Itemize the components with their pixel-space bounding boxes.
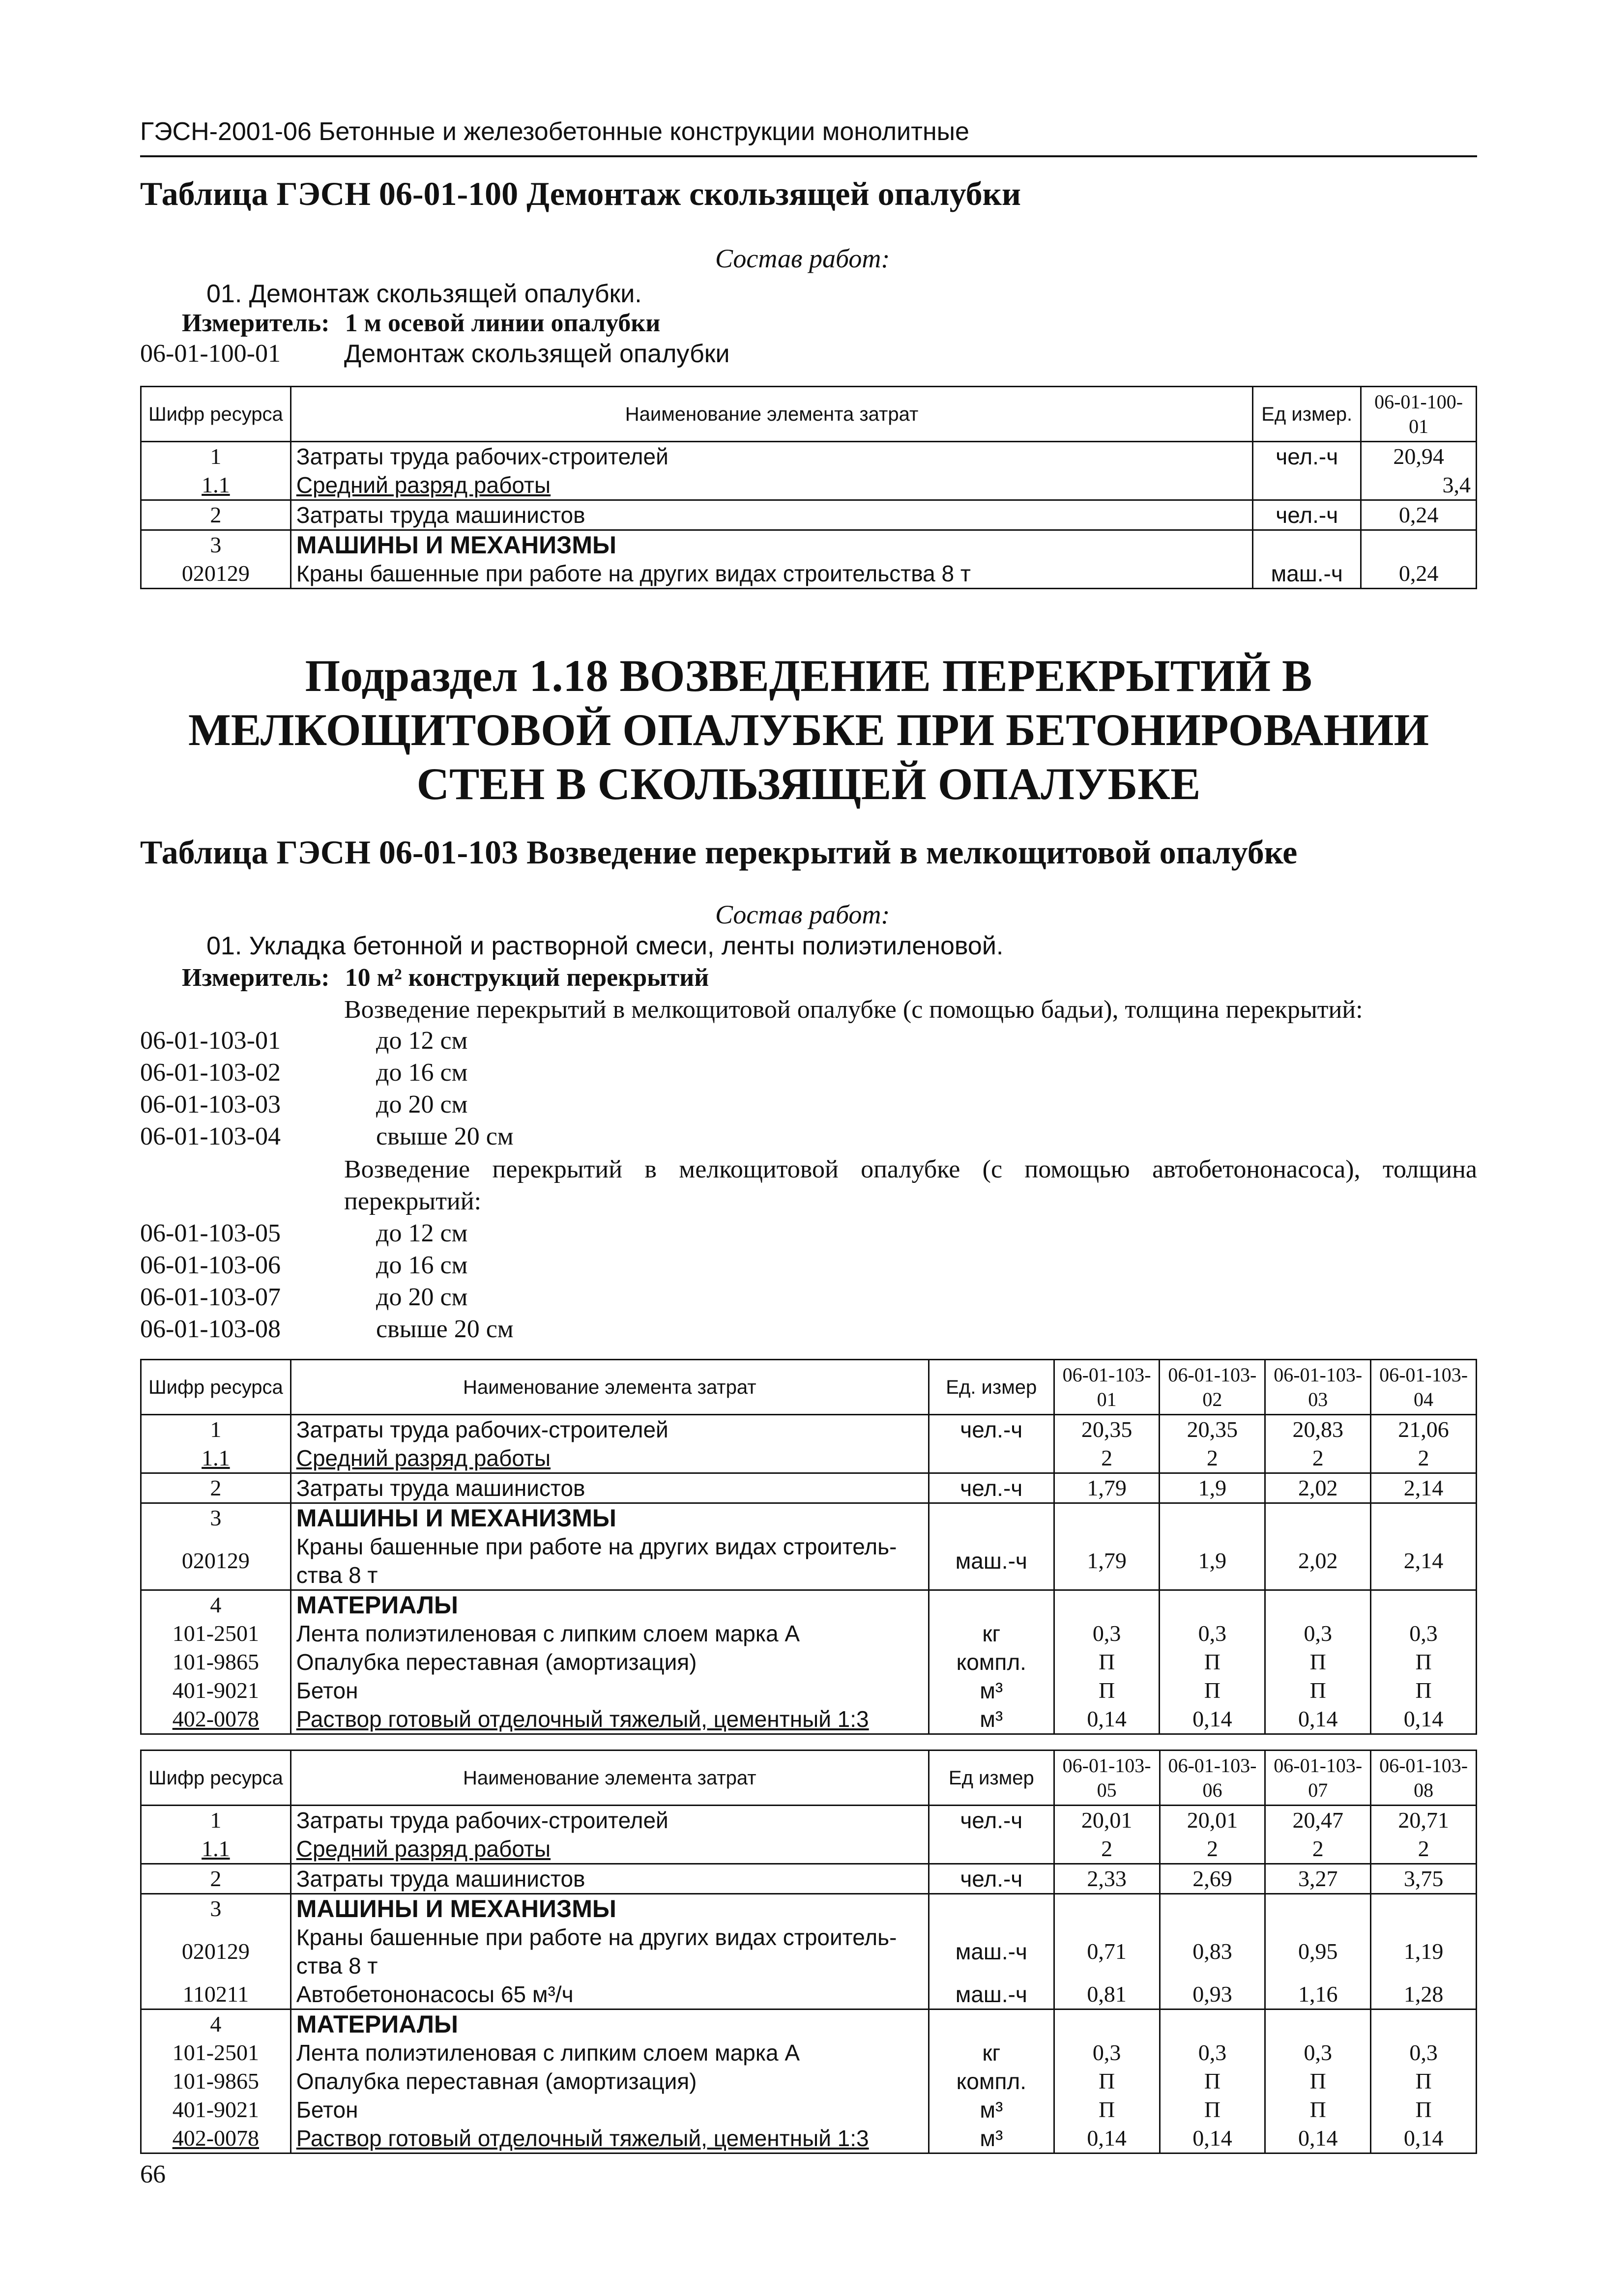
table-row bbox=[141, 1923, 1477, 1980]
norm-code: 06-01-103-07 bbox=[140, 1283, 281, 1311]
cell-value: 1,9 bbox=[1160, 1532, 1265, 1590]
cell-value: 1,16 bbox=[1265, 1980, 1371, 2009]
cell-value: 2 bbox=[1160, 1835, 1265, 1864]
running-header: ГЭСН-2001-06 Бетонные и железобетонные конструкции монолитные bbox=[140, 117, 969, 146]
cell-value bbox=[1265, 1503, 1371, 1533]
cell-unit: м³ bbox=[929, 1676, 1054, 1705]
cell-code: 101-9865 bbox=[141, 1648, 291, 1676]
table-row bbox=[141, 500, 1477, 530]
norm-text: свыше 20 см bbox=[376, 1315, 514, 1343]
table2-title: Таблица ГЭСН 06-01-103 Возведение перекрытий в мелкощитовой опалубке bbox=[140, 833, 1298, 871]
cell-value: П bbox=[1054, 2095, 1160, 2124]
cell-code: 020129 bbox=[141, 1923, 291, 1980]
cell-unit: м³ bbox=[929, 2095, 1054, 2124]
norm-code: 06-01-103-06 bbox=[140, 1251, 281, 1279]
cell-code: 4 bbox=[141, 2009, 291, 2039]
norm-text: до 12 см bbox=[376, 1027, 468, 1055]
cell-unit: компл. bbox=[929, 2067, 1054, 2095]
cell-name: Затраты труда рабочих-строителей bbox=[291, 442, 1252, 471]
cell-value: П bbox=[1371, 2067, 1477, 2095]
cell-value bbox=[1054, 1894, 1160, 1923]
group2-description-line1: Возведение перекрытий в мелкощитовой опалубке (с помощью автобетононасоса), толщина bbox=[344, 1155, 1477, 1183]
norm-code: 06-01-103-03 bbox=[140, 1091, 281, 1119]
col-header-code: Шифр ресурса bbox=[141, 1360, 291, 1415]
cell-value: П bbox=[1054, 2067, 1160, 2095]
cell-unit: компл. bbox=[929, 1648, 1054, 1676]
cell-value: 2,14 bbox=[1371, 1473, 1477, 1503]
meter-label: Измеритель: bbox=[182, 309, 330, 337]
norm-row bbox=[140, 1026, 281, 1055]
col-header-name: Наименование элемента затрат bbox=[291, 1751, 929, 1806]
cell-code: 110211 bbox=[141, 1980, 291, 2009]
table-row bbox=[141, 1503, 1477, 1533]
cell-value bbox=[1371, 1590, 1477, 1620]
cell-value: 20,35 bbox=[1160, 1415, 1265, 1444]
cell-value: 0,3 bbox=[1265, 2038, 1371, 2067]
table2-meter bbox=[182, 963, 709, 992]
table-row bbox=[141, 2038, 1477, 2067]
cell-value: П bbox=[1054, 1648, 1160, 1676]
norm-row bbox=[140, 1283, 281, 1312]
cell-value: 0,71 bbox=[1054, 1923, 1160, 1980]
cell-unit bbox=[929, 2009, 1054, 2039]
cell-value: 0,14 bbox=[1160, 2124, 1265, 2153]
cell-value bbox=[1371, 2009, 1477, 2039]
cell-code: 020129 bbox=[141, 1532, 291, 1590]
cell-value: 0,14 bbox=[1371, 1705, 1477, 1734]
cell-value: 20,47 bbox=[1265, 1806, 1371, 1835]
cell-value: 20,83 bbox=[1265, 1415, 1371, 1444]
cell-value: 2 bbox=[1371, 1835, 1477, 1864]
cell-unit bbox=[929, 1590, 1054, 1620]
cell-value: П bbox=[1160, 1648, 1265, 1676]
col-header-unit: Ед. измер bbox=[929, 1360, 1054, 1415]
table-row bbox=[141, 1835, 1477, 1864]
table2-part-a bbox=[140, 1359, 1477, 1735]
cell-code: 402-0078 bbox=[141, 1705, 291, 1734]
col-header-unit: Ед измер. bbox=[1253, 387, 1361, 442]
cell-value: П bbox=[1371, 2095, 1477, 2124]
table-row bbox=[141, 471, 1477, 500]
table-row bbox=[141, 1619, 1477, 1648]
cell-value bbox=[1265, 1894, 1371, 1923]
cell-unit bbox=[1253, 471, 1361, 500]
col-header-norm: 06-01-103-06 bbox=[1160, 1751, 1265, 1806]
cell-value: 0,3 bbox=[1265, 1619, 1371, 1648]
norm-row bbox=[140, 1315, 281, 1344]
col-header-norm: 06-01-103-08 bbox=[1371, 1751, 1477, 1806]
cell-name: Опалубка переставная (амортизация) bbox=[291, 2067, 929, 2095]
norm-text: свыше 20 см bbox=[376, 1122, 514, 1150]
cell-value: 0,14 bbox=[1265, 2124, 1371, 2153]
cell-code: 020129 bbox=[141, 559, 291, 589]
table1-norm-row bbox=[140, 339, 281, 368]
cell-unit: чел.-ч bbox=[1253, 442, 1361, 471]
group-heading: МАШИНЫ И МЕХАНИЗМЫ bbox=[291, 1503, 929, 1533]
norm-code: 06-01-100-01 bbox=[140, 340, 281, 368]
norm-text: до 16 см bbox=[376, 1059, 468, 1087]
cell-value: 2,02 bbox=[1265, 1473, 1371, 1503]
cell-code: 1 bbox=[141, 1806, 291, 1835]
cell-value: 0,14 bbox=[1265, 1705, 1371, 1734]
cell-unit: чел.-ч bbox=[929, 1864, 1054, 1894]
table-row bbox=[141, 530, 1477, 560]
cell-value: П bbox=[1265, 1648, 1371, 1676]
cell-value: 0,95 bbox=[1265, 1923, 1371, 1980]
cell-name: Раствор готовый отделочный тяжелый, цементный 1:3 bbox=[291, 1705, 929, 1734]
norm-text: до 20 см bbox=[376, 1283, 468, 1311]
cell-value bbox=[1371, 1894, 1477, 1923]
cell-value: 2 bbox=[1371, 1444, 1477, 1473]
cell-code: 1.1 bbox=[141, 1444, 291, 1473]
cell-name: Затраты труда машинистов bbox=[291, 1864, 929, 1894]
table-row bbox=[141, 2124, 1477, 2153]
cell-value bbox=[1361, 530, 1477, 560]
cell-value bbox=[1160, 1503, 1265, 1533]
table-row bbox=[141, 559, 1477, 589]
cell-name: Лента полиэтиленовая с липким слоем марка А bbox=[291, 2038, 929, 2067]
cell-value: 1,79 bbox=[1054, 1473, 1160, 1503]
cell-code: 3 bbox=[141, 530, 291, 560]
cell-value: 2 bbox=[1160, 1444, 1265, 1473]
header-rule bbox=[140, 155, 1477, 157]
cell-value: 3,27 bbox=[1265, 1864, 1371, 1894]
cell-value bbox=[1160, 1894, 1265, 1923]
cell-code: 401-9021 bbox=[141, 1676, 291, 1705]
cell-value: 21,06 bbox=[1371, 1415, 1477, 1444]
cell-value: 0,3 bbox=[1160, 2038, 1265, 2067]
cell-code: 401-9021 bbox=[141, 2095, 291, 2124]
cell-value: 2,02 bbox=[1265, 1532, 1371, 1590]
cell-value: П bbox=[1265, 1676, 1371, 1705]
cell-name: Краны башенные при работе на других видах строительства 8 т bbox=[291, 559, 1252, 589]
cell-unit: чел.-ч bbox=[1253, 500, 1361, 530]
table2-work-item: 01. Укладка бетонной и растворной смеси, ленты полиэтиленовой. bbox=[206, 932, 1004, 960]
cell-value: 0,3 bbox=[1160, 1619, 1265, 1648]
cell-value: 3,75 bbox=[1371, 1864, 1477, 1894]
norm-text: до 20 см bbox=[376, 1091, 468, 1119]
cell-name: Затраты труда машинистов bbox=[291, 1473, 929, 1503]
cell-name: Краны башенные при работе на других видах строитель-ства 8 т bbox=[291, 1532, 929, 1590]
cell-value: П bbox=[1160, 2067, 1265, 2095]
cell-value: 0,14 bbox=[1054, 2124, 1160, 2153]
meter-label: Измеритель: bbox=[182, 964, 330, 992]
cell-value: 0,14 bbox=[1160, 1705, 1265, 1734]
cell-code: 2 bbox=[141, 1473, 291, 1503]
cell-value bbox=[1054, 2009, 1160, 2039]
cell-unit: маш.-ч bbox=[929, 1532, 1054, 1590]
cell-code: 1 bbox=[141, 1415, 291, 1444]
norm-row bbox=[140, 1090, 281, 1119]
cell-unit: кг bbox=[929, 1619, 1054, 1648]
norm-code: 06-01-103-02 bbox=[140, 1059, 281, 1087]
col-header-code: Шифр ресурса bbox=[141, 1751, 291, 1806]
table-row bbox=[141, 1676, 1477, 1705]
cell-unit bbox=[929, 1503, 1054, 1533]
norm-code: 06-01-103-08 bbox=[140, 1315, 281, 1343]
cell-value bbox=[1160, 2009, 1265, 2039]
cell-value: 2 bbox=[1054, 1444, 1160, 1473]
cell-value: 2,33 bbox=[1054, 1864, 1160, 1894]
table1-norm-text: Демонтаж скользящей опалубки bbox=[344, 340, 730, 368]
cell-name: Опалубка переставная (амортизация) bbox=[291, 1648, 929, 1676]
cell-value: 1,28 bbox=[1371, 1980, 1477, 2009]
cell-code: 1.1 bbox=[141, 471, 291, 500]
cell-value: 20,71 bbox=[1371, 1806, 1477, 1835]
cell-code: 4 bbox=[141, 1590, 291, 1620]
norm-code: 06-01-103-04 bbox=[140, 1122, 281, 1150]
table-row bbox=[141, 1415, 1477, 1444]
section-heading: Подраздел 1.18 ВОЗВЕДЕНИЕ ПЕРЕКРЫТИЙ В МЕЛКОЩИТОВОЙ ОПАЛУБКЕ ПРИ БЕТОНИРОВАНИИ СТЕН В СКОЛЬЗЯЩЕЙ ОПАЛУБКЕ bbox=[188, 651, 1429, 809]
cell-value: 0,93 bbox=[1160, 1980, 1265, 2009]
table-row bbox=[141, 1473, 1477, 1503]
col-header-code: Шифр ресурса bbox=[141, 387, 291, 442]
col-header-norm: 06-01-100-01 bbox=[1361, 387, 1477, 442]
cell-value: 0,3 bbox=[1054, 1619, 1160, 1648]
cell-code: 3 bbox=[141, 1894, 291, 1923]
cell-value: 20,01 bbox=[1160, 1806, 1265, 1835]
cell-value: 3,4 bbox=[1361, 471, 1477, 500]
col-header-norm: 06-01-103-07 bbox=[1265, 1751, 1371, 1806]
cell-value: П bbox=[1371, 1676, 1477, 1705]
cell-name: Средний разряд работы bbox=[291, 1835, 929, 1864]
cell-unit: чел.-ч bbox=[929, 1473, 1054, 1503]
cell-code: 1.1 bbox=[141, 1835, 291, 1864]
cell-value: 20,01 bbox=[1054, 1806, 1160, 1835]
cell-value: 20,94 bbox=[1361, 442, 1477, 471]
col-header-unit: Ед измер bbox=[929, 1751, 1054, 1806]
cell-value: 1,79 bbox=[1054, 1532, 1160, 1590]
cell-value: 0,3 bbox=[1371, 2038, 1477, 2067]
cell-code: 101-2501 bbox=[141, 1619, 291, 1648]
cell-name: Средний разряд работы bbox=[291, 1444, 929, 1473]
table-row bbox=[141, 2009, 1477, 2039]
table-row bbox=[141, 1590, 1477, 1620]
cell-value: П bbox=[1265, 2095, 1371, 2124]
cell-name: Бетон bbox=[291, 1676, 929, 1705]
cell-value: 0,24 bbox=[1361, 559, 1477, 589]
cell-name: Раствор готовый отделочный тяжелый, цементный 1:3 bbox=[291, 2124, 929, 2153]
table-row bbox=[141, 1864, 1477, 1894]
norm-row bbox=[140, 1251, 281, 1280]
cell-value: 2,14 bbox=[1371, 1532, 1477, 1590]
col-header-norm: 06-01-103-04 bbox=[1371, 1360, 1477, 1415]
cell-name: Средний разряд работы bbox=[291, 471, 1252, 500]
cell-code: 2 bbox=[141, 1864, 291, 1894]
cell-unit bbox=[929, 1894, 1054, 1923]
cell-name: Лента полиэтиленовая с липким слоем марка А bbox=[291, 1619, 929, 1648]
cell-unit: маш.-ч bbox=[929, 1923, 1054, 1980]
table1-title: Таблица ГЭСН 06-01-100 Демонтаж скользящей опалубки bbox=[140, 175, 1021, 212]
cell-code: 101-9865 bbox=[141, 2067, 291, 2095]
cell-value bbox=[1054, 1503, 1160, 1533]
cell-unit: маш.-ч bbox=[929, 1980, 1054, 2009]
table-row bbox=[141, 2067, 1477, 2095]
cell-value: 2 bbox=[1265, 1835, 1371, 1864]
cell-name: Бетон bbox=[291, 2095, 929, 2124]
cell-value bbox=[1265, 2009, 1371, 2039]
table-row bbox=[141, 1980, 1477, 2009]
norm-row bbox=[140, 1058, 281, 1087]
cell-value: П bbox=[1160, 2095, 1265, 2124]
cell-name: Краны башенные при работе на других видах строитель-ства 8 т bbox=[291, 1923, 929, 1980]
cell-value: 1,19 bbox=[1371, 1923, 1477, 1980]
cell-value: П bbox=[1054, 1676, 1160, 1705]
group-heading: МАШИНЫ И МЕХАНИЗМЫ bbox=[291, 530, 1252, 560]
cell-value: 20,35 bbox=[1054, 1415, 1160, 1444]
table-row bbox=[141, 1648, 1477, 1676]
norm-text: до 16 см bbox=[376, 1251, 468, 1279]
meter-value: 1 м осевой линии опалубки bbox=[345, 309, 661, 337]
norm-code: 06-01-103-05 bbox=[140, 1219, 281, 1247]
group1-description: Возведение перекрытий в мелкощитовой опалубке (с помощью бадьи), толщина перекрытий: bbox=[344, 996, 1363, 1024]
group-heading: МАТЕРИАЛЫ bbox=[291, 1590, 929, 1620]
table1-meter bbox=[182, 309, 660, 338]
table-row bbox=[141, 1444, 1477, 1473]
cell-value: 2,69 bbox=[1160, 1864, 1265, 1894]
cell-name: Затраты труда рабочих-строителей bbox=[291, 1806, 929, 1835]
norm-row bbox=[140, 1122, 281, 1151]
cell-unit: чел.-ч bbox=[929, 1806, 1054, 1835]
cell-value: П bbox=[1265, 2067, 1371, 2095]
cell-code: 101-2501 bbox=[141, 2038, 291, 2067]
group-heading: МАТЕРИАЛЫ bbox=[291, 2009, 929, 2039]
cell-value: 0,14 bbox=[1054, 1705, 1160, 1734]
table2-part-b bbox=[140, 1750, 1477, 2154]
cell-unit bbox=[929, 1835, 1054, 1864]
cell-code: 2 bbox=[141, 500, 291, 530]
cell-value bbox=[1054, 1590, 1160, 1620]
cell-unit: чел.-ч bbox=[929, 1415, 1054, 1444]
col-header-norm: 06-01-103-05 bbox=[1054, 1751, 1160, 1806]
norm-text: до 12 см bbox=[376, 1219, 468, 1247]
cell-value: П bbox=[1160, 1676, 1265, 1705]
table2-work-heading: Состав работ: bbox=[715, 900, 890, 929]
table1-work-item: 01. Демонтаж скользящей опалубки. bbox=[206, 280, 642, 308]
cell-name: Автобетононасосы 65 м³/ч bbox=[291, 1980, 929, 2009]
cell-value: 2 bbox=[1265, 1444, 1371, 1473]
table1 bbox=[140, 386, 1477, 589]
cell-value: 0,81 bbox=[1054, 1980, 1160, 2009]
table-row bbox=[141, 1806, 1477, 1835]
cell-unit bbox=[1253, 530, 1361, 560]
cell-value: 2 bbox=[1054, 1835, 1160, 1864]
cell-value bbox=[1160, 1590, 1265, 1620]
table1-work-heading: Состав работ: bbox=[715, 244, 890, 273]
cell-code: 3 bbox=[141, 1503, 291, 1533]
cell-unit: кг bbox=[929, 2038, 1054, 2067]
table-row bbox=[141, 442, 1477, 471]
table-row bbox=[141, 1532, 1477, 1590]
cell-value: 0,83 bbox=[1160, 1923, 1265, 1980]
col-header-norm: 06-01-103-01 bbox=[1054, 1360, 1160, 1415]
table-row bbox=[141, 2095, 1477, 2124]
cell-value: П bbox=[1371, 1648, 1477, 1676]
cell-unit bbox=[929, 1444, 1054, 1473]
cell-value: 0,3 bbox=[1054, 2038, 1160, 2067]
table-row bbox=[141, 1894, 1477, 1923]
cell-value: 0,24 bbox=[1361, 500, 1477, 530]
norm-code: 06-01-103-01 bbox=[140, 1027, 281, 1055]
cell-value: 0,3 bbox=[1371, 1619, 1477, 1648]
cell-name: Затраты труда рабочих-строителей bbox=[291, 1415, 929, 1444]
col-header-name: Наименование элемента затрат bbox=[291, 387, 1252, 442]
page-number: 66 bbox=[140, 2160, 166, 2188]
col-header-name: Наименование элемента затрат bbox=[291, 1360, 929, 1415]
cell-code: 1 bbox=[141, 442, 291, 471]
cell-value bbox=[1265, 1590, 1371, 1620]
cell-value bbox=[1371, 1503, 1477, 1533]
group-heading: МАШИНЫ И МЕХАНИЗМЫ bbox=[291, 1894, 929, 1923]
cell-value: 0,14 bbox=[1371, 2124, 1477, 2153]
group2-description-line2: перекрытий: bbox=[344, 1187, 482, 1215]
cell-code: 402-0078 bbox=[141, 2124, 291, 2153]
col-header-norm: 06-01-103-03 bbox=[1265, 1360, 1371, 1415]
cell-name: Затраты труда машинистов bbox=[291, 500, 1252, 530]
cell-unit: м³ bbox=[929, 1705, 1054, 1734]
meter-value: 10 м² конструкций перекрытий bbox=[345, 964, 709, 992]
table-row bbox=[141, 1705, 1477, 1734]
cell-value: 1,9 bbox=[1160, 1473, 1265, 1503]
cell-unit: м³ bbox=[929, 2124, 1054, 2153]
col-header-norm: 06-01-103-02 bbox=[1160, 1360, 1265, 1415]
cell-unit: маш.-ч bbox=[1253, 559, 1361, 589]
norm-row bbox=[140, 1219, 281, 1248]
